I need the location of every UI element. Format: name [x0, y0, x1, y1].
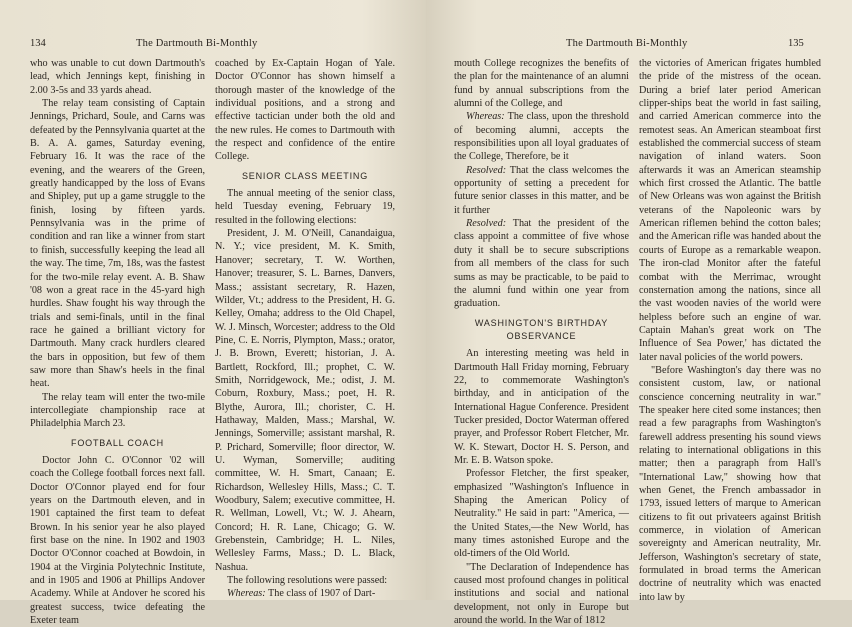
section-heading: SENIOR CLASS MEETING: [241, 170, 369, 181]
running-title: The Dartmouth Bi-Monthly: [136, 38, 258, 49]
running-title: The Dartmouth Bi-Monthly: [566, 38, 688, 49]
right-column-2: [639, 57, 821, 604]
paragraph: [454, 217, 629, 310]
section-heading: FOOTBALL COACH: [71, 437, 164, 448]
right-column-1: [454, 57, 629, 627]
paragraph-text: That the president of the class appoint a committee of five whose duty it shall be to secure subscriptions from all members of the class for such sums as may be practicable, to be paid to the alumni fund within one year from graduation.: [454, 218, 629, 310]
paragraph: the victories of American frigates humbled the pride of the mistress of the ocean. During a brief later period American clipper-ships beat the world in fast sailing, and carried American commerce into the remotest seas. An American steamboat first established the commercial success of steam navigation of inland waters. Soon afterwards it was an American steamship which first crossed the Atlantic. The battle of New Orleans was won against the British veterans of the Napoleonic wars by American riflemen behind the cotton bales; and the American rifle was handed about the courts of Europe as a remarkable weapon. The iron-clad Monitor after the fateful combat with the Merrimac, wrought consternation among the nations, since all the vast wooden navies of the world were helpless before such an engine of war. Captain Mahan's great work on 'The Influence of Sea Power,' has dictated the later naval policies of the world powers.: [639, 58, 821, 363]
paragraph: "Before Washington's day there was no consistent custom, law, or national conscience concerning neutrality in war." The speaker here cited some instances; then read a few paragraphs from Washington's farewell address presenting his sound views relating to international obligations in this matter; then a paragraph from Hall's "International Law," showing how that when Genet, the French ambassador in 1793, issued letters of marque to American citizens to fit out privateers against British commerce, in violation of American sovereignty and American neutrality, Mr. Jefferson, Washington's secretary of state, formulated in broad terms the American doctrine of neutrality which was enacted into law by: [639, 364, 821, 603]
lead-word: Resolved:: [466, 218, 507, 230]
paragraph: An interesting meeting was held in Dartmouth Hall Friday morning, February 22, to commemorate Washington's birthday, and in anticipation of the International Hague Conference. President Tucker presided, Doctor Waterman offered prayer, and Professor Robert Fletcher, Mr. W. K. Stewart, Doctor H. S. Person, and Mr. E. B. Watson spoke.: [454, 348, 629, 466]
paragraph: "The Declaration of Independence has caused most profound changes in political institutions and social and national development, not only in Europe but around the world. In the War of 1812: [454, 561, 629, 627]
paragraph-text: The class of 1907 of Dart-: [268, 588, 376, 600]
page-number: 135: [788, 38, 804, 49]
lead-word: Whereas:: [466, 111, 505, 123]
paragraph: Doctor John C. O'Connor '02 will coach the College football forces next fall. Doctor O'Connor played end for four years on the Dartmouth eleven, and in 1901 captained the first team to defeat Brown. In his senior year he also played first base on the nine. In 1902 and 1903 Doctor O'Connor coached at Bowdoin, in 1904 at the Virginia Polytechnic Institute, and in 1905 and 1906 at Phillips Andover Academy. While at Andover he scored his greatest success, twice defeating the Exeter team: [30, 454, 205, 627]
paragraph: mouth College recognizes the benefits of the plan for the maintenance of an alumni fund by annual subscriptions from the alumni of the College, and: [454, 58, 629, 110]
left-column-1: [30, 57, 205, 627]
paragraph-text: That the class welcomes the opportunity of setting a precedent for future senior classes in this matter, and be it further: [454, 164, 629, 216]
paragraph: The relay team consisting of Captain Jennings, Prichard, Soule, and Carns was defeated by the Pennsylvania quartet at the B. A. A. games, Saturday evening, February 16. It was the race of the evening, and the wearers of the Green, greatly handicapped by the loss of Evans and Shipley, put up a game struggle to the finish, losing by fifteen yards. Pennsylvania was in the prime of condition and ran like a winner from start to finish, successfully keeping the lead all the way. The time, 7m, 18s, was the fastest for the two-mile relay event. A. B. Shaw '08 won a great race in the 45-yard high hurdles. Shaw fought his way through the trials and semi-finals, until in the final race he gained a brilliant victory for Dartmouth. Many crack hurdlers cleared the bars in opposition, but few of them saw more than Shaw's heels in the final heat.: [30, 98, 205, 390]
left-column-2: [215, 57, 395, 601]
paragraph: [215, 587, 395, 600]
lead-word: Resolved:: [466, 164, 507, 176]
paragraph: [454, 110, 629, 163]
paragraph: Professor Fletcher, the first speaker, emphasized "Washington's Influence in Shaping the American Policy of Neutrality." He said in part: "America, —the United States,—the New World, has many times astonished Europe and the old-timers of the Old World.: [454, 468, 629, 560]
page-number: 134: [30, 38, 46, 49]
paragraph: The annual meeting of the senior class, held Tuesday evening, February 19, resulted in the following elections:: [215, 188, 395, 226]
right-page: [426, 0, 852, 627]
paragraph: The following resolutions were passed:: [227, 575, 388, 587]
section-heading: WASHINGTON'S BIRTHDAY OBSERVANCE: [474, 317, 609, 341]
paragraph: coached by Ex-Captain Hogan of Yale. Doctor O'Connor has shown himself a thorough master of the knowledge of the individual positions, and a strong and effective tactician under both the old and the new rules. He comes to Dartmouth with the respect and confidence of the entire College.: [215, 58, 395, 163]
left-page-header: [0, 38, 426, 52]
right-page-header: [426, 38, 852, 52]
paragraph: who was unable to cut down Dartmouth's lead, which Jennings kept, finishing in 2.00 3-5s and 33 yards ahead.: [30, 58, 205, 96]
paragraph: [454, 164, 629, 217]
lead-word: Whereas:: [227, 588, 266, 600]
paragraph: The relay team will enter the two-mile intercollegiate championship race at Philadelphia March 23.: [30, 391, 205, 430]
paragraph: President, J. M. O'Neill, Canandaigua, N. Y.; vice president, M. K. Smith, Hanover; secretary, T. W. Worthen, Hanover; treasurer, S. L. Barnes, Danvers, Mass.; assistant secretary, R. Hazen, Wilder, Vt.; address to the President, H. G. Kelley, Omaha; address to the Old Chapel, W. J. Minsch, Worcester; address to the Old Pine, C. E. Norris, Plympton, Mass.; orator, J. B. Brown, Everett; historian, J. A. Bartlett, Rockford, Ill.; prophet, C. W. Smith, Norridgewock, Me.; odist, J. M. Coburn, Roxbury, Mass.; poet, H. R. Blythe, Aurora, Ill.; chorister, C. H. Hathaway, Malden, Mass.; Marshal, W. Jennings, Somerville; assistant marshal, R. P. Prichard, Somerville; floor director, W. U. Wyman, Somerville; auditing committee, W. H. Smart, Canaan; E. Richardson, Wellesley Hills, Mass.; C. T. Woodbury, Salem; executive committee, H. R. Wellman, Lowell, Vt.; W. J. Ahearn, Concord; H. R. Lane, Chicago; G. W. Grebenstein, Cambridge; H. L. Niles, Wellesley Farms, Mass.; D. L. Black, Nashua.: [215, 228, 395, 573]
paragraph-text: The class, upon the threshold of becoming alumni, accepts the responsibilities upon all loyal graduates of the College, Therefore, be it: [454, 111, 629, 163]
